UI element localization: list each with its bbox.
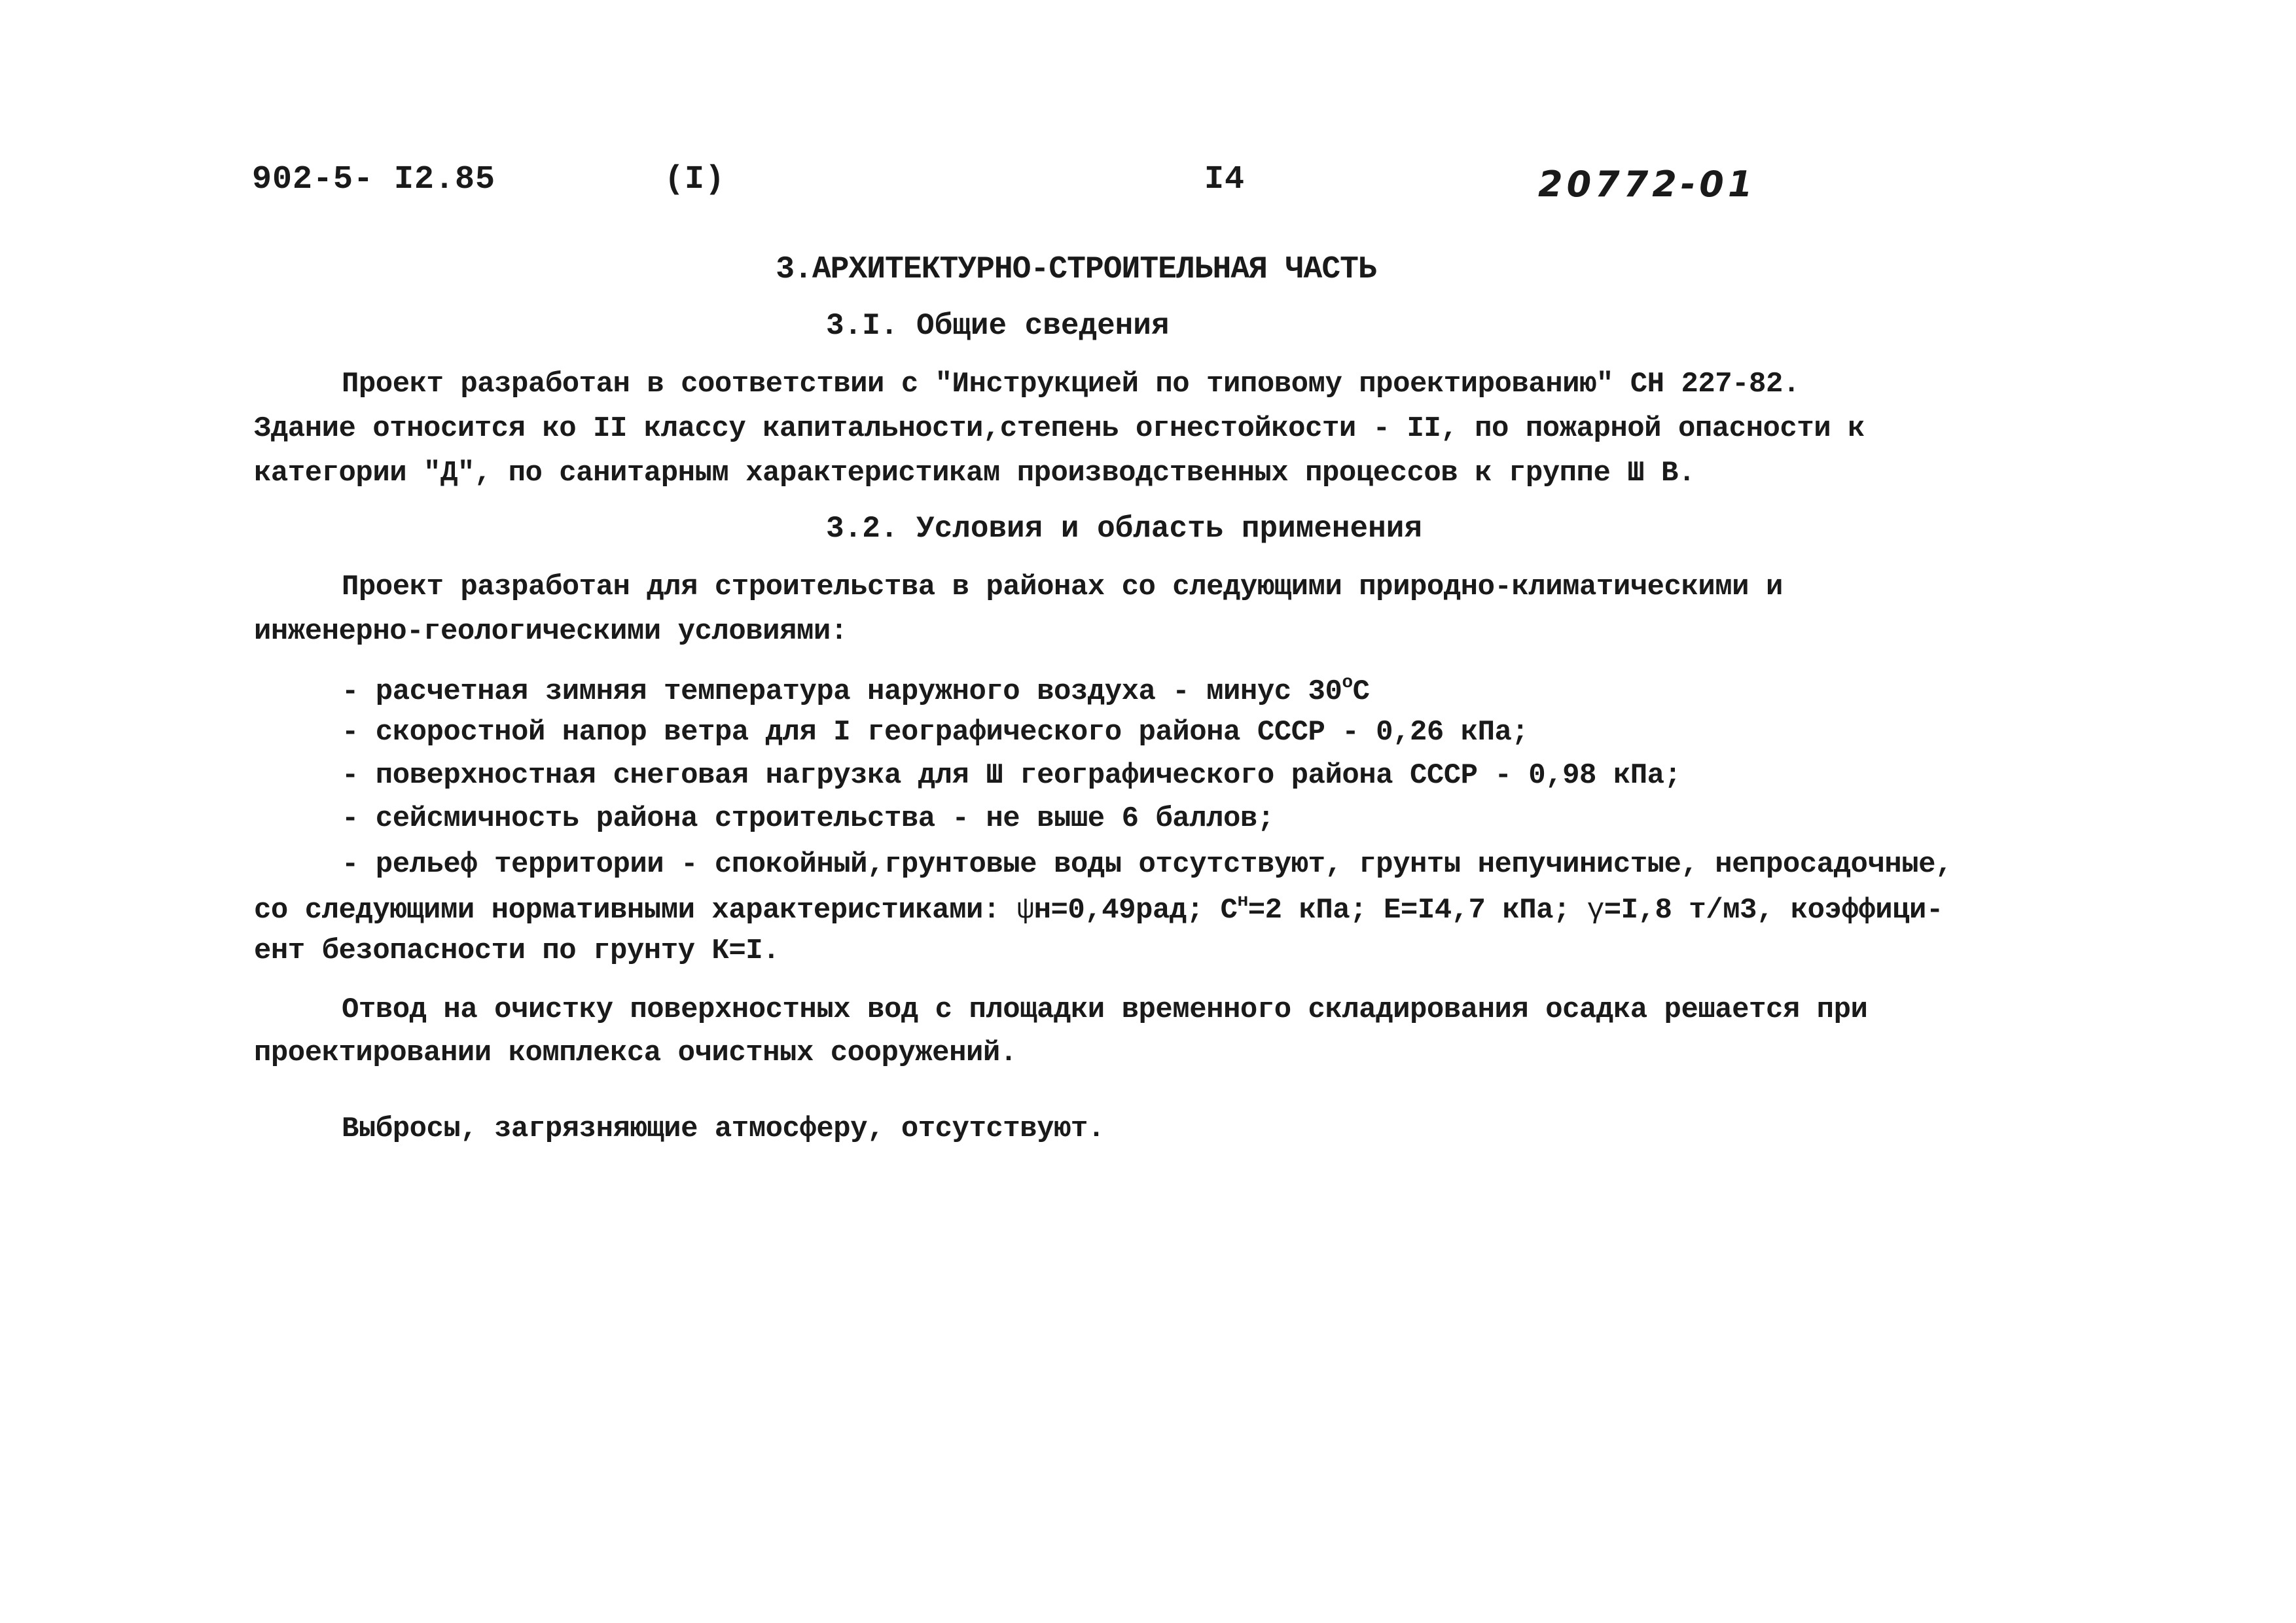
subsection-title-general: 3.I. Общие сведения [826,309,1170,343]
text-fragment: =I,8 т/м3, коэффици- [1604,894,1943,927]
document-code: 902-5- I2.85 [252,161,496,198]
inventory-number: 20772-01 [1538,164,1757,205]
list-item: - поверхностная снеговая нагрузка для Ш географического района СССР - 0,98 кПа; [342,759,1681,792]
page-number: I4 [1204,161,1246,198]
text-fragment: =2 кПа; Е=I4,7 кПа; [1247,894,1587,927]
gamma-symbol: γ [1587,894,1604,927]
subsection-title-conditions: 3.2. Условия и область применения [826,512,1422,546]
paragraph-line: проектировании комплекса очистных сооружений. [254,1037,1017,1069]
list-item-temperature [342,673,1370,708]
sheet-label: (I) [664,161,726,198]
paragraph-line: Здание относится ко II классу капитальности,степень огнестойкости - II, по пожарной опасности к [254,412,1865,445]
paragraph-line: Отвод на очистку поверхностных вод с площадки временного складирования осадка решается при [342,993,1868,1026]
list-item: - рельеф территории - спокойный,грунтовые воды отсутствуют, грунты непучинистые, непросадочные, [342,848,1952,881]
section-title: 3.АРХИТЕКТУРНО-СТРОИТЕЛЬНАЯ ЧАСТЬ [776,252,1376,287]
paragraph-line: Проект разработан в соответствии с "Инструкцией по типовому проектированию" СН 227-82. [342,368,1800,401]
degree-sign: o [1342,673,1353,693]
list-item: - сейсмичность района строительства - не выше 6 баллов; [342,802,1274,835]
unit-label: С [1352,675,1370,708]
list-item: - скоростной напор ветра для I географического района СССР - 0,26 кПа; [342,716,1529,749]
paragraph-line: инженерно-геологическими условиями: [254,615,848,648]
paragraph-line: категории "Д", по санитарным характеристикам производственных процессов к группе Ш В. [254,457,1695,490]
emissions-statement: Выбросы, загрязняющие атмосферу, отсутствуют. [342,1113,1105,1145]
paragraph-line: Проект разработан для строительства в районах со следующими природно-климатическими и [342,571,1783,603]
text-fragment: со следующими нормативными характеристиками: [254,894,1017,927]
paragraph-line: ент безопасности по грунту К=I. [254,935,780,967]
text-fragment: н=0,49рад; С [1033,894,1238,927]
list-item-text: - расчетная зимняя температура наружного воздуха - минус 30 [342,675,1342,708]
phi-symbol: ψ [1016,894,1034,927]
superscript: н [1237,891,1248,912]
soil-characteristics-line [254,891,1943,927]
